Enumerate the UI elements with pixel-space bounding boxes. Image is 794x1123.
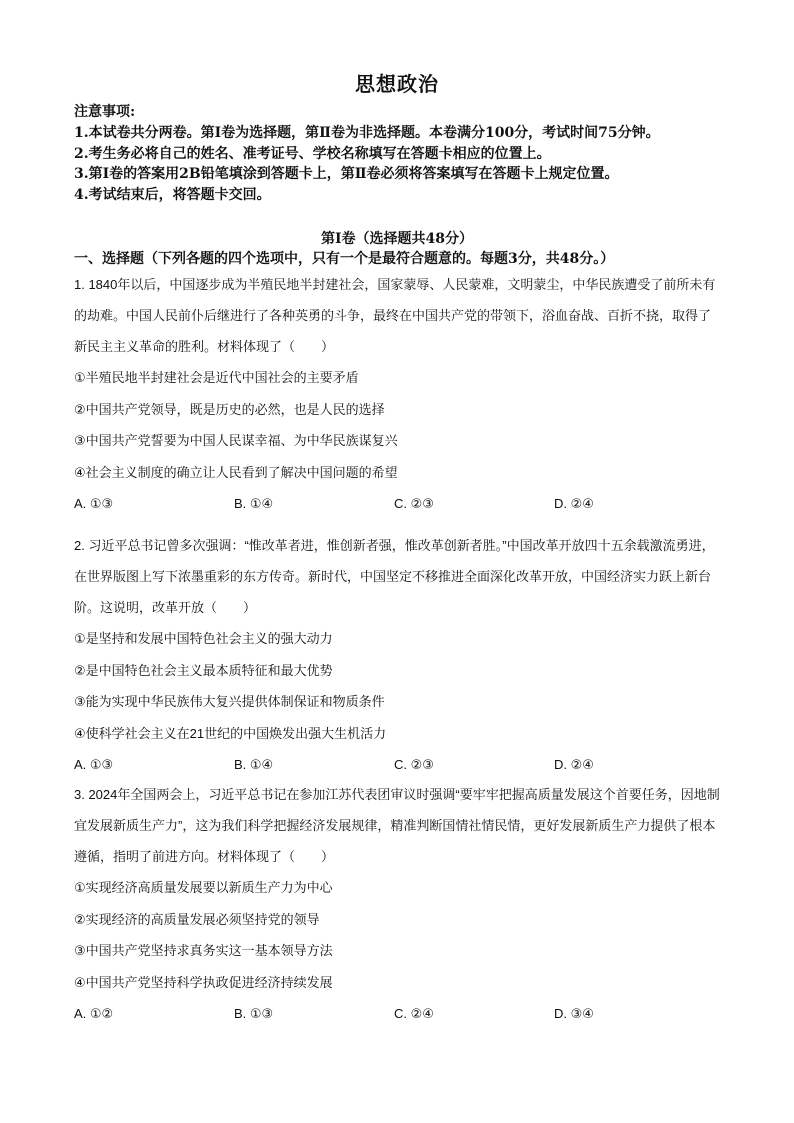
question-3 — [74, 779, 722, 1029]
choice-d[interactable]: D. ③④ — [554, 1006, 594, 1021]
option-statement: ③能为实现中华民族伟大复兴提供体制保证和物质条件 — [74, 694, 385, 709]
section-subheading: 一、选择题（下列各题的四个选项中，只有一个是最符合题意的。每题3分，共48分。） — [74, 251, 615, 267]
notes-item: 4.考试结束后，将答题卡交回。 — [74, 187, 271, 204]
page-title: 思想政治 — [355, 72, 439, 96]
answer-choices — [74, 488, 722, 519]
question-2 — [74, 530, 722, 780]
option-statement: ①是坚持和发展中国特色社会主义的强大动力 — [74, 631, 333, 646]
choice-a[interactable]: A. ①③ — [74, 496, 114, 511]
option-statement: ③中国共产党坚持求真务实这一基本领导方法 — [74, 943, 333, 958]
option-statement: ①半殖民地半封建社会是近代中国社会的主要矛盾 — [74, 370, 359, 385]
notes-item: 3.第Ⅰ卷的答案用2B铅笔填涂到答题卡上，第Ⅱ卷必须将答案填写在答题卡上规定位置。 — [74, 166, 619, 183]
choice-a[interactable]: A. ①③ — [74, 757, 114, 772]
option-statement: ②是中国特色社会主义最本质特征和最大优势 — [74, 662, 333, 678]
choice-c[interactable]: C. ②③ — [394, 496, 434, 511]
choice-b[interactable]: B. ①④ — [234, 757, 274, 772]
question-stem: 2. 习近平总书记曾多次强调：“惟改革者进，惟创新者强，惟改革创新者胜。”中国改革开放四十五余载激流勇进，在世界版图上写下浓墨重彩的东方传奇。新时代，中国坚定不移推进全面深化改革开放，中国经济实力跃上新台阶。这说明，改革开放（ ） — [74, 538, 715, 615]
option-statement: ④社会主义制度的确立让人民看到了解决中国问题的希望 — [74, 464, 398, 480]
notes-item: 2.考生务必将自己的姓名、准考证号、学校名称填写在答题卡相应的位置上。 — [74, 145, 551, 162]
option-statement: ②实现经济的高质量发展必须坚持党的领导 — [74, 911, 320, 927]
option-statement: ③中国共产党誓要为中国人民谋幸福、为中华民族谋复兴 — [74, 433, 398, 448]
choice-d[interactable]: D. ②④ — [554, 496, 594, 511]
notes-block — [74, 102, 724, 206]
answer-choices — [74, 998, 722, 1029]
question-1 — [74, 269, 722, 519]
option-statement: ①实现经济高质量发展要以新质生产力为中心 — [74, 880, 333, 895]
choice-b[interactable]: B. ①③ — [234, 1006, 274, 1021]
section-heading: 第Ⅰ卷（选择题共48分） — [320, 231, 474, 247]
choice-d[interactable]: D. ②④ — [554, 757, 594, 772]
choice-b[interactable]: B. ①④ — [234, 496, 274, 511]
choice-a[interactable]: A. ①② — [74, 1006, 114, 1021]
notes-item: 1.本试卷共分两卷。第Ⅰ卷为选择题，第Ⅱ卷为非选择题。本卷满分100分，考试时间75分钟。 — [74, 124, 660, 141]
option-statement: ④中国共产党坚持科学执政促进经济持续发展 — [74, 974, 333, 990]
question-stem: 1. 1840年以后，中国逐步成为半殖民地半封建社会，国家蒙辱、人民蒙难，文明蒙尘，中华民族遭受了前所未有的劫难。中国人民前仆后继进行了各种英勇的斗争，最终在中国共产党的带领下，浴血奋战、百折不挠，取得了新民主主义革命的胜利。材料体现了（ ） — [74, 277, 716, 354]
option-statement: ④使科学社会主义在21世纪的中国焕发出强大生机活力 — [74, 725, 387, 741]
option-statement: ②中国共产党领导，既是历史的必然，也是人民的选择 — [74, 401, 385, 417]
choice-c[interactable]: C. ②④ — [394, 1006, 434, 1021]
choice-c[interactable]: C. ②③ — [394, 757, 434, 772]
notes-heading: 注意事项: — [74, 104, 136, 120]
answer-choices — [74, 749, 722, 780]
question-stem: 3. 2024年全国两会上，习近平总书记在参加江苏代表团审议时强调“要牢牢把握高质量发展这个首要任务，因地制宜发展新质生产力”，这为我们科学把握经济发展规律，精准判断国情社情民情，更好发展新质生产力提供了根本遵循，指明了前进方向。材料体现了（ ） — [74, 787, 720, 864]
